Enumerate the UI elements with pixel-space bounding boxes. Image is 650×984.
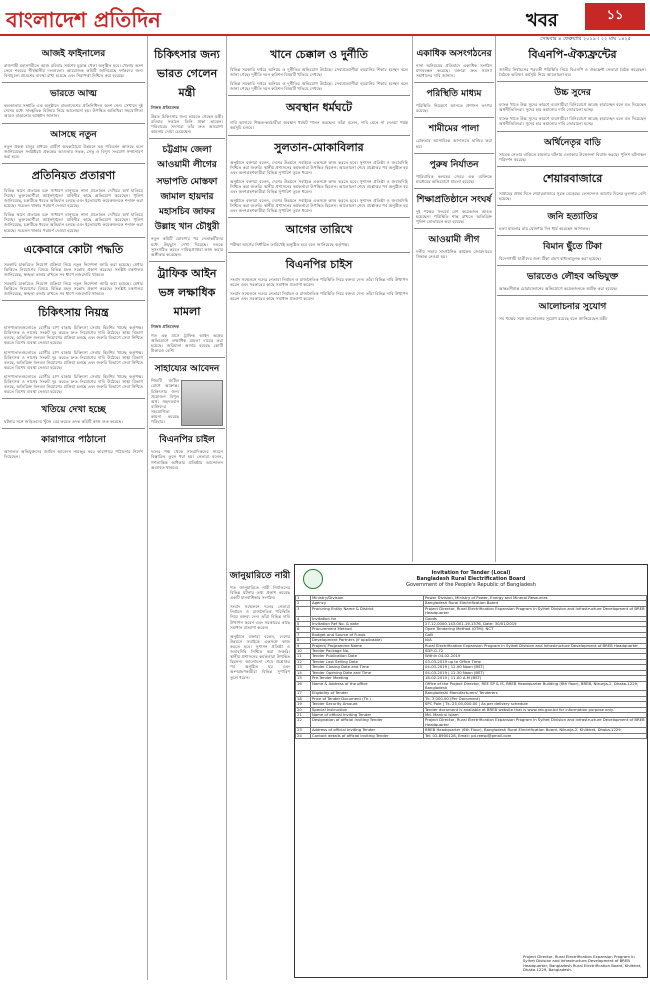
row-value: Md. Manirul Islam [424,712,647,717]
row-value: Bangladesh Rural Electrification Board [424,601,647,606]
table-row [296,733,647,738]
row-value: N/A [424,638,647,643]
headline[interactable]: প্রতিনিয়ত প্রতারণা [31,168,116,182]
row-label: Special Instruction [311,707,424,712]
headline[interactable]: পুরুষ নির্যাতন [429,159,479,170]
headline[interactable]: পরিস্থিতি মাধ্যম [426,89,482,100]
article-text: দলের পক্ষ থেকে সাংবাদিকদের সামনে বিস্তারিত তুলে ধরা হয়। নেতারা বলেন, গণতান্ত্রিক অধিকার প্রতিষ্ঠায় আন্দোলন অব্যাহত থাকবে। [151,449,223,470]
headline[interactable]: একেবারে কোটা পদ্ধতি [23,242,124,256]
row-value: SPC Pole | Tk. 25,00,000.00 | As per delivery schedule [424,702,647,707]
article-text: হাসপাতালগুলোতে রোগীর চাপ বাড়ায় চিকিৎসা সেবায় হিমশিম খাচ্ছে কর্তৃপক্ষ। চিকিৎসক ও নার্সের সংকট দূর করতে দ্রুত নিয়োগের দাবি উঠেছে। স্বাস্থ্য বিভাগ বলছে, অতিরিক্ত জনবল নিয়োগের প্রক্রিয়া চলছে এবং জরুরি বিভাগে সেবা নিশ্চিত করতে বিশেষ ব্যবস্থা নেওয়া হয়েছে। [4,373,143,395]
divider [414,82,494,83]
row-label: Pre-Tender Meeting [311,676,424,681]
headline[interactable]: কারাগারে পাঠানো [41,435,106,446]
newspaper-brand: বাংলাদেশ প্রতিদিন [6,7,161,32]
row-number: 22 [296,718,311,728]
row-value: Tender document is available at BREB website that is www.reb.gov.bd for information purpose only. [424,707,647,712]
row-value: 04-03-2019 | 12.00 Noon (BST) [424,665,647,670]
divider [228,217,410,218]
headline[interactable]: শামীমের পালা [428,124,480,135]
headline[interactable]: বিএনপির চাইস [285,257,353,271]
article-text: পরীক্ষা আগের নির্ধারিত তারিখেই অনুষ্ঠিত হবে বলে জানিয়েছে কর্তৃপক্ষ। [230,242,349,248]
divider [414,228,494,229]
row-number: 18 [296,696,311,701]
article-text: পরিস্থিতি নিয়ন্ত্রণে আনতে প্রশাসন তৎপর রয়েছে। [416,103,492,114]
column-divider [147,36,148,980]
column-3-lower [228,566,292,978]
headline[interactable]: আওয়ামী লীগ [428,235,480,246]
row-label: Name of official Inviting Tender [311,712,424,717]
headline[interactable]: সুলতান-মোকাবিলার [274,140,364,154]
row-value: Office of the Project Director, REE SP & IS, BREB Headquarter Building (6th floor), BREB, Nikunja-2, Dhaka-1229, Bangladesh [424,681,647,691]
article-text: কলকাতায় সম্প্রতি এক অনুষ্ঠানে বাংলাদেশের প্রতিনিধিদল অংশ নেন। সেখানে দুই দেশের মধ্যে সাংস্কৃতিক বিনিময় নিয়ে আলোচনা হয়। উপস্থিত অতিথিরা সহযোগিতা আরও বাড়ানোর আহ্বান জানান। [4,103,143,119]
article-text: সাবেক নেতার বাড়িতে হামলার ঘটনায় এলাকায় উত্তেজনা বিরাজ করছে। পুলিশ ঘটনাস্থল পরিদর্শন করেছে। [499,151,646,162]
row-label: Tender Opening Date and Time [311,670,424,675]
headline[interactable]: বিএনপির চাইল [159,435,215,446]
article-text: নতুন কমিটি ঘোষণার পর নেতাকর্মীদের মধ্যে উচ্ছ্বাস দেখা দিয়েছে। দলকে সুসংগঠিত করতে দায়িত্বপ্রাপ্তরা কাজ করার অঙ্গীকার করেছেন। [151,236,223,257]
divider [497,235,648,236]
headline[interactable]: আসছে নতুন [50,129,97,140]
divider [2,123,145,124]
row-number: 5 [296,622,311,627]
row-number: 3 [296,606,311,616]
article-text: হত্যা মামলার রায় ঘোষণার দিন ধার্য করেছেন আদালত। [499,225,590,231]
tender-advertisement [294,564,648,978]
row-number: 13 [296,665,311,670]
headline[interactable]: সভাপতি মোস্তফা জামাল হায়দার মহাসচিব জাফর উল্লাহ খান চৌধুরী [154,177,220,233]
row-value: 18-02-2019 | 11.00 A.M (BST) [424,676,647,681]
headline[interactable]: একাধিক অসংগঠনের [416,49,492,59]
row-value: Project Director, Rural Electrification Expansion Program in Sylhet Division and Infrastructure Development of BREB Headquarter [425,605,645,616]
headline[interactable]: জানুয়ারিতে নারী [229,571,291,581]
article-text: দলীয় সভায় সাংগঠনিক কার্যক্রম জোরদারের সিদ্ধান্ত নেওয়া হয়। [416,249,492,260]
row-value: SDP-G-72 [424,649,647,654]
row-number: 17 [296,691,311,696]
row-value: Tel: 02-8900128, Email: pd.reesp@gmail.com [424,733,647,738]
breb-logo [303,569,323,589]
row-number: 23 [296,728,311,733]
row-number: 2 [296,601,311,606]
row-value: GoB [424,632,647,637]
row-value: BREB Headquarter (6th Floor), Bangladesh Rural Electrification Board, Nikunja-2, Khilkhet, Dhaka-1229 [424,728,647,733]
row-label: Name & Address of the office [311,681,424,691]
column-divider [226,36,227,980]
article-text: সরকারি চাকরিতে নিয়োগ প্রক্রিয়া নিয়ে নতুন নির্দেশনা জারি করা হয়েছে। মেধার ভিত্তিতে নিয়োগের বিষয়ে বিভিন্ন মহল সন্তোষ প্রকাশ করেছে। সংশ্লিষ্ট মন্ত্রণালয় জানিয়েছে, স্বচ্ছতা বজায় রাখতে সব ধাপে নজরদারি থাকবে। [4,261,143,277]
row-number: 12 [296,659,311,664]
divider [149,357,225,358]
tender-title: Invitation for Tender (Local) [431,570,511,576]
divider [2,398,145,399]
headline[interactable]: খানে চেক্কাল ও দুর্নীতি [270,48,368,61]
headline[interactable]: বিএনপি-ঐক্যফ্রন্টের [528,48,617,61]
divider [497,295,648,296]
row-label: Budget and Source of Funds [311,632,424,637]
divider [149,138,225,139]
row-label: Agency [311,601,424,606]
headline[interactable]: চিকিৎসায় নিয়ন্ত্র [38,306,109,320]
divider [414,117,494,118]
article-text: দুই পক্ষের সংঘর্ষে বেশ কয়েকজন আহত হয়েছেন। পরিস্থিতি শান্ত রাখতে অতিরিক্ত পুলিশ মোতায়েন করা হয়েছে। [416,208,492,225]
article-text: গত জানুয়ারিতে নারী নির্যাতনের বিভিন্ন ঘটনার তথ্য প্রকাশ করেছে একটি মানবাধিকার সংগঠন। [230,585,290,601]
article-text: ঘটনার সঙ্গে জড়িতদের খুঁজে বের করতে তদন্ত কমিটি কাজ শুরু করেছে। [4,419,123,425]
divider [2,237,145,238]
row-label: Eligibility of Tender [311,691,424,696]
article-text: রাজশাহী মহানগরীতে আজ রবিবার সর্বশেষ চূড়ান্ত খেলা অনুষ্ঠিত হবে। খেলায় অংশ নেবে শহরের শীর্ষস্থানীয় দলগুলো। আয়োজক কমিটি জানিয়েছে দর্শকদের জন্য বিনামূল্যে প্রবেশের ব্যবস্থা রাখা হয়েছে এবং নিরাপত্তা নিশ্চিত করা হয়েছে। [4,63,143,79]
tender-gov: Government of the People's Republic of Bangladesh [406,582,536,588]
article-text: সংবাদ সম্মেলনে দলের নেতারা নির্বাচন ও রাজনৈতিক পরিস্থিতি নিয়ে বক্তব্য দেন। তাঁরা বিভিন্ন দাবি উত্থাপন করেন এবং সরকারের কাছে সমাধান প্রত্যাশা করেন। [230,604,290,630]
divider [497,265,648,266]
row-label: Designation of official Inviting Tender [311,718,424,728]
row-value: Power Division, Ministry of Power, Energy and Mineral Resources [424,596,647,601]
tender-signature: Project Director, Rural Electrification Expansion Program in Sylhet Division and Infrastructure Development of BREB Headquarter, Bangladesh Rural Electrification Board, Khilkhet, Dhaka-1229, Bangladesh. [523,953,642,973]
row-number: 8 [296,638,311,643]
article-text: বিভিন্ন সরকারি দপ্তরে অনিয়ম ও দুর্নীতির অভিযোগ উঠেছে। সেবাপ্রত্যাশীরা হয়রানির শিকার হচ্ছেন বলে জানা গেছে। দুর্নীতি দমন কমিশন বিষয়টি খতিয়ে দেখছে। [230,81,408,92]
row-value: Open Tendering Method (OTM), NCT [424,627,647,632]
article-text: সব পক্ষের সঙ্গে আলোচনার সুযোগ রয়েছে বলে জানিয়েছেন মন্ত্রী। [499,316,608,322]
divider [2,428,145,429]
article-text: পারিবারিক কলহের জেরে এক ব্যক্তিকে মারধরের অভিযোগে মামলা হয়েছে। [416,173,492,184]
divider [149,261,225,262]
article-text: ব্যাংক খাতে উচ্চ সুদের কারণে ব্যবসায়ীরা বিনিয়োগে আগ্রহ হারাচ্ছেন বলে মত দিয়েছেন অর্থনীতিবিদরা। সুদের হার কমানোর দাবি জোরালো হচ্ছে। [499,102,646,113]
article-text: সংবাদ সম্মেলনে দলের নেতারা নির্বাচন ও রাজনৈতিক পরিস্থিতি নিয়ে বক্তব্য দেন। তাঁরা বিভিন্ন দাবি উত্থাপন করেন এবং সরকারের কাছে সমাধান প্রত্যাশা করেন। [230,290,408,301]
divider [2,82,145,83]
headline[interactable]: ভারতে আত্ম [50,89,97,100]
row-number: 1 [296,596,311,601]
row-label: Address of official Inviting Tender [311,728,424,733]
divider [228,252,410,253]
divider [414,188,494,189]
article-text: বিদেশগামী যাত্রীদের জন্য টিকা গ্রহণ বাধ্যতামূলক করা হয়েছে। [499,256,602,262]
headline[interactable]: শেয়ারবাজারে [542,171,603,185]
row-number: 7 [296,632,311,637]
row-label: Tender Closing Date and Time [311,665,424,670]
article-text: আদালত অভিযুক্তদের জামিন আবেদন নামঞ্জুর করে কারাগারে পাঠানোর নির্দেশ দিয়েছেন। [4,449,143,460]
headline[interactable]: অর্থিনেতৃর বাড়ি [544,137,601,148]
row-label: Invitation Ref No. & date [311,622,424,627]
table-row [296,606,647,616]
article-text: জাতীয় নির্বাচনের পরবর্তী পরিস্থিতি নিয়ে বিএনপি ও ঐক্যফ্রন্ট নেতারা বৈঠক করেছেন। বৈঠকে ভবিষ্যৎ কর্মসূচি নিয়ে আলোচনা হয়। [499,67,646,78]
article-text: অনুষ্ঠানে বক্তারা বলেন, দেশের উন্নয়নে সবাইকে একসঙ্গে কাজ করতে হবে। সুশাসন প্রতিষ্ঠা ও জবাবদিহি নিশ্চিত করা জরুরি। স্থানীয় প্রশাসনের কর্মকর্তারা উপস্থিত ছিলেন। আলোচনা শেষে প্রশ্নোত্তর পর্ব অনুষ্ঠিত হয় এবং অংশগ্রহণকারীরা বিভিন্ন সুপারিশ তুলে ধরেন। [230,159,408,175]
headline[interactable]: আজই ফাইনালের [41,49,106,59]
row-label: Tender Publication Date [311,654,424,659]
tender-org: Bangladesh Rural Electrification Board [416,576,526,582]
divider [2,300,145,301]
article-text: বিভিন্ন স্থানে প্রতারক চক্র সাধারণ মানুষকে নানা প্রলোভন দেখিয়ে অর্থ হাতিয়ে নিচ্ছে। ভুক্তভোগীরা আইনশৃঙ্খলা বাহিনীর কাছে অভিযোগ করেছেন। পুলিশ জানিয়েছে, চক্রটিকে ধরতে অভিযান চলছে এবং ইতোমধ্যে কয়েকজনকে শনাক্ত করা হয়েছে। সচেতন থাকার পরামর্শ দেওয়া হয়েছে। [4,187,143,209]
article-text: ব্যাংক খাতে উচ্চ সুদের কারণে ব্যবসায়ীরা বিনিয়োগে আগ্রহ হারাচ্ছেন বলে মত দিয়েছেন অর্থনীতিবিদরা। সুদের হার কমানোর দাবি জোরালো হচ্ছে। [499,116,646,127]
row-label: Procurement Method [311,627,424,632]
article-text: সংবাদ সম্মেলনে দলের নেতারা নির্বাচন ও রাজনৈতিক পরিস্থিতি নিয়ে বক্তব্য দেন। তাঁরা বিভিন্ন দাবি উত্থাপন করেন এবং সরকারের কাছে সমাধান প্রত্যাশা করেন। [230,276,408,287]
row-number: 6 [296,627,311,632]
row-label: Contact details of official Inviting Tender [311,733,424,738]
row-number: 19 [296,702,311,707]
headline[interactable]: জনি হত্যাতির [547,211,598,222]
headline[interactable]: উচ্চ সুদের [554,88,591,99]
article-text: অনুষ্ঠানে বক্তারা বলেন, দেশের উন্নয়নে সবাইকে একসঙ্গে কাজ করতে হবে। সুশাসন প্রতিষ্ঠা ও জবাবদিহি নিশ্চিত করা জরুরি। স্থানীয় প্রশাসনের কর্মকর্তারা উপস্থিত ছিলেন। আলোচনা শেষে প্রশ্নোত্তর পর্ব অনুষ্ঠিত হয় এবং অংশগ্রহণকারীরা বিভিন্ন সুপারিশ তুলে ধরেন। [230,633,290,680]
article-text: সপ্তাহের প্রথম দিনে শেয়ারবাজারে সূচক বেড়েছে। লেনদেনও আগের দিনের তুলনায় বেশি হয়েছে। [499,190,646,201]
divider [414,153,494,154]
row-value: Within 04-02-2019 [424,654,647,659]
divider [228,135,410,136]
row-value: Bangladeshi Manufacturers' Tenderers [424,691,647,696]
row-number: 20 [296,707,311,712]
column-5 [497,44,648,562]
headline[interactable]: চিকিৎসার জন্য ভারত গেলেন মন্ত্রী [154,48,220,99]
column-1 [2,44,145,978]
article-text: নানা অনিয়মের প্রতিবাদে একাধিক সংগঠন মানববন্ধন করেছে। বক্তারা দ্রুত সমস্যা সমাধানের দাবি জানান। [416,63,492,79]
tender-header [295,567,647,591]
column-2 [149,44,225,978]
headline[interactable]: ভারতেও লৌহব অভিযুক্ত [526,272,619,283]
section-title: খবর [526,10,558,31]
row-label: Project/ Programme Name [311,643,424,648]
article-text: সরকারি চাকরিতে নিয়োগ প্রক্রিয়া নিয়ে নতুন নির্দেশনা জারি করা হয়েছে। মেধার ভিত্তিতে নিয়োগের বিষয়ে বিভিন্ন মহল সন্তোষ প্রকাশ করেছে। সংশ্লিষ্ট মন্ত্রণালয় জানিয়েছে, স্বচ্ছতা বজায় রাখতে সব ধাপে নজরদারি থাকবে। [4,280,143,297]
divider [228,95,410,96]
headline[interactable]: শিক্ষাপ্রতিষ্ঠানে সংঘর্ষ [416,194,492,205]
article-text: উন্নত চিকিৎসার জন্য ভারতে গেছেন মন্ত্রী। রবিবার সকালে তিনি ঢাকা ছাড়েন। পরিবারের সদস্যরা তাঁর দ্রুত আরোগ্য কামনায় দোয়া চেয়েছেন। [151,114,223,135]
row-value: Tk. 3,000.00 (Per Document) [424,696,647,701]
article-text: বিভিন্ন স্থানে প্রতারক চক্র সাধারণ মানুষকে নানা প্রলোভন দেখিয়ে অর্থ হাতিয়ে নিচ্ছে। ভুক্তভোগীরা আইনশৃঙ্খলা বাহিনীর কাছে অভিযোগ করেছেন। পুলিশ জানিয়েছে, চক্রটিকে ধরতে অভিযান চলছে এবং ইতোমধ্যে কয়েকজনকে শনাক্ত করা হয়েছে। সচেতন থাকার পরামর্শ দেওয়া হয়েছে। [4,212,143,233]
divider [497,205,648,206]
row-label: Procuring Entity Name & District [311,606,424,616]
article-text: শিশুটি জটিল রোগে আক্রান্ত। চিকিৎসার জন্য প্রয়োজন বিপুল অর্থ। সহৃদয়বান ব্যক্তিদের সহযোগিতা কামনা করেছে পরিবার। [151,378,179,425]
column-divider [412,36,413,562]
masthead [0,0,650,36]
row-number: 16 [296,681,311,691]
dateline: সোমবার ৪ ফেব্রুয়ারি ২০১৯ । ২২ মাঘ ১৪২৫ [540,36,631,42]
article-text: অনুষ্ঠানে বক্তারা বলেন, দেশের উন্নয়নে সবাইকে একসঙ্গে কাজ করতে হবে। সুশাসন প্রতিষ্ঠা ও জবাবদিহি নিশ্চিত করা জরুরি। স্থানীয় প্রশাসনের কর্মকর্তারা উপস্থিত ছিলেন। আলোচনা শেষে প্রশ্নোত্তর পর্ব অনুষ্ঠিত হয় এবং অংশগ্রহণকারীরা বিভিন্ন সুপারিশ তুলে ধরেন। [230,178,408,195]
row-number: 11 [296,654,311,659]
row-number: 9 [296,643,311,648]
article-text: হাসপাতালগুলোতে রোগীর চাপ বাড়ায় চিকিৎসা সেবায় হিমশিম খাচ্ছে কর্তৃপক্ষ। চিকিৎসক ও নার্সের সংকট দূর করতে দ্রুত নিয়োগের দাবি উঠেছে। স্বাস্থ্য বিভাগ বলছে, অতিরিক্ত জনবল নিয়োগের প্রক্রিয়া চলছে এবং জরুরি বিভাগে সেবা নিশ্চিত করতে বিশেষ ব্যবস্থা নেওয়া হয়েছে। [4,325,143,346]
headline[interactable]: আলোচনার সুযোগ [538,302,607,313]
row-number: 10 [296,649,311,654]
divider [497,131,648,132]
row-label: Tender Last Selling Date [311,659,424,664]
row-label: Invitation for [311,616,424,621]
headline[interactable]: বিমান ছুঁতে টিকা [542,242,603,253]
article-text: নতুন প্রকল্প চালুর মাধ্যমে গ্রামীণ অবকাঠামো উন্নয়নে বড় পরিবর্তন আসছে বলে জানিয়েছেন সংশ্লিষ্টরা। প্রকল্পের আওতায় সড়ক, সেতু ও বিদ্যুৎ সংযোগ সম্প্রসারণ করা হবে। [4,143,143,159]
article-text: গত এক মাসে ট্রাফিক আইন ভঙ্গের অভিযোগে লক্ষাধিক মামলা দায়ের করা হয়েছে। জরিমানা আদায় হয়েছে কোটি টাকারও বেশি। [151,332,223,354]
column-divider [495,36,496,562]
row-number: 4 [296,616,311,621]
row-label: Ministry/Division [311,596,424,601]
article-text: দাবি আদায়ে শিক্ষক-কর্মচারীরা অবস্থান ধর্মঘট পালন করছেন। তাঁরা বলেন, দাবি মেনে না নেওয়া পর্যন্ত কর্মসূচি চলবে। [230,120,408,131]
row-label: Tender Package No. [311,649,424,654]
article-text: হাসপাতালগুলোতে রোগীর চাপ বাড়ায় চিকিৎসা সেবায় হিমশিম খাচ্ছে কর্তৃপক্ষ। চিকিৎসক ও নার্সের সংকট দূর করতে দ্রুত নিয়োগের দাবি উঠেছে। স্বাস্থ্য বিভাগ বলছে, অতিরিক্ত জনবল নিয়োগের প্রক্রিয়া চলছে এবং জরুরি বিভাগে সেবা নিশ্চিত করতে বিশেষ ব্যবস্থা নেওয়া হয়েছে। [4,349,143,370]
row-value: 04-03-2019 | 12.30 Noon (BST) [424,670,647,675]
headline[interactable]: ট্রাফিক আইন ভঙ্গ লক্ষাধিক মামলা [157,266,217,318]
column-3 [228,44,410,564]
divider [497,81,648,82]
tender-table [295,595,647,739]
child-photo [181,380,223,426]
article-text: বিভিন্ন সরকারি দপ্তরে অনিয়ম ও দুর্নীতির অভিযোগ উঠেছে। সেবাপ্রত্যাশীরা হয়রানির শিকার হচ্ছেন বলে জানা গেছে। দুর্নীতি দমন কমিশন বিষয়টি খতিয়ে দেখছে। [230,67,408,78]
headline[interactable]: চট্টগ্রাম জেলা আওয়ামী লীগের [157,145,217,171]
row-value: 27.12.0000.143.001.19-1576, Date: 30/01/2019 [424,622,647,627]
row-value: Rural Electrification Expansion Program in Sylhet Division and Infrastructure Development of BREB Headquarter [424,643,647,648]
divider [149,428,225,429]
headline[interactable]: সাহায্যের আবেদন [154,364,220,375]
row-label: Tender Security Amount [311,702,424,707]
row-value: Goods [424,616,647,621]
row-label: Price of Tender Document (Tk.) [311,696,424,701]
byline: নিজস্ব প্রতিবেদক [151,105,180,110]
headline[interactable]: অবস্থান ধর্মঘটে [286,101,352,115]
byline: নিজস্ব প্রতিবেদক [151,323,180,329]
article-text: গ্রেফতার আসামিকে আদালতে হাজির করা হয়। [416,138,492,149]
row-number: 14 [296,670,311,675]
headline[interactable]: আগের তারিখে [285,223,353,237]
column-4 [414,44,494,562]
headline[interactable]: খতিয়ে দেখা হচ্ছে [41,405,106,416]
row-label: Development Partners (if applicable) [311,638,424,643]
divider [2,163,145,164]
row-value: Project Director, Rural Electrification Expansion Program in Sylhet Division and Infrastructure Development of BREB Headquarter [425,717,645,727]
divider [497,166,648,167]
row-number: 24 [296,733,311,738]
row-number: 21 [296,712,311,717]
row-value: 03-03-2019 up to Office Time [424,659,647,664]
article-text: অনুষ্ঠানে বক্তারা বলেন, দেশের উন্নয়নে সবাইকে একসঙ্গে কাজ করতে হবে। সুশাসন প্রতিষ্ঠা ও জবাবদিহি নিশ্চিত করা জরুরি। স্থানীয় প্রশাসনের কর্মকর্তারা উপস্থিত ছিলেন। আলোচনা শেষে প্রশ্নোত্তর পর্ব অনুষ্ঠিত হয় এবং অংশগ্রহণকারীরা বিভিন্ন সুপারিশ তুলে ধরেন। [230,198,408,214]
page-number: ১১ [585,3,645,30]
row-number: 15 [296,676,311,681]
article-text: আন্তঃসীমান্ত চোরাচালানের অভিযোগে কয়েকজনকে আটক করা হয়েছে। [499,286,618,292]
